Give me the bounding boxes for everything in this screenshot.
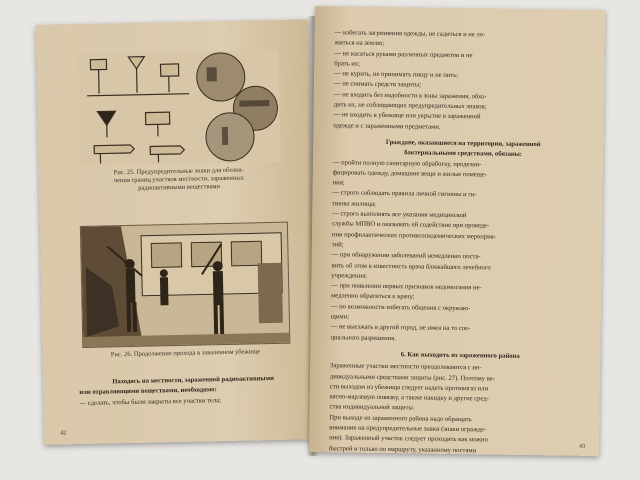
- text-line: ния;: [332, 179, 345, 187]
- caption-line: радиоактивными веществами: [138, 183, 220, 192]
- text-line: ватно-марлевую повязку, а также накидку и другие сред-: [329, 393, 489, 403]
- left-page: [36, 19, 317, 445]
- figure-25-caption: [79, 166, 279, 194]
- figure-25-warning-signs: [78, 50, 280, 166]
- text-line: ства индивидуальной защиты.: [329, 403, 415, 412]
- text-line: — пройти полную санитарную обработку, продезин-: [332, 158, 482, 168]
- text-line: — при появлении первых признаков недомогания не-: [331, 282, 482, 292]
- text-line: житься на землю;: [334, 39, 385, 48]
- text-line: вить об этом в известность врача ближайшего лечебного: [331, 261, 491, 272]
- text-line: — не курить, не принимать пищу и не пить;: [334, 70, 459, 80]
- text-line: или отравляющими веществами, необходимо:: [79, 386, 217, 397]
- text-line: дивидуальными средствами защиты (рис. 27). Поэтому ве-: [329, 372, 495, 383]
- text-line: — не выезжать в другой город, не имея на то спе-: [330, 323, 471, 333]
- text-line: щими;: [330, 313, 349, 321]
- caption-line: чения границ участков местности, зараженных: [113, 174, 245, 185]
- text-line: — строго соблюдать правила личной гигиены и ги-: [332, 189, 477, 199]
- page-number: 43: [578, 443, 586, 450]
- text-line: нии профилактических противоэпидемических мероприя-: [331, 230, 496, 241]
- page-number: 42: [60, 430, 67, 437]
- open-booklet: [22, 6, 622, 458]
- text-line: — не входить в убежище или укрытие в зараженной: [333, 111, 481, 121]
- text-line: — сделать, чтобы были закрыты все участки тела;: [79, 396, 222, 407]
- text-line: — не входить без надобности в зоны заражения, обхо-: [333, 91, 487, 101]
- text-line: При выходе из зараженного района надо обращать: [329, 413, 472, 423]
- text-line: медленно обратиться к врачу;: [331, 292, 415, 301]
- text-line: Находясь на местности, зараженной радиоактивными: [112, 374, 274, 386]
- left-page-text: [73, 373, 314, 409]
- text-line: гиены жилища;: [332, 200, 376, 208]
- section-heading: бактериальными средствами, обязаны:: [404, 149, 523, 159]
- text-line: брать их;: [334, 60, 360, 68]
- right-page-text: [329, 28, 595, 456]
- text-line: дить их, не соблюдающих предупредительных знаков;: [333, 101, 487, 111]
- text-line: циального разрешения.: [330, 333, 396, 342]
- text-line: одежде и с зараженными предметами.: [333, 121, 441, 131]
- text-line: ния). Зараженный участок следует проходить как можно: [329, 434, 488, 444]
- shelter-passage-illustration: [81, 223, 289, 347]
- text-line: — строго выполнять все указания медицинской: [332, 210, 467, 220]
- right-page: [309, 6, 605, 456]
- text-line: — при обнаружении заболеваний немедленно поста-: [331, 251, 481, 261]
- text-line: учреждения;: [331, 272, 368, 280]
- text-line: — не касаться руками различных предметов и не: [334, 49, 473, 59]
- figure-26-shelter-passage: [80, 222, 291, 348]
- text-line: фицировать одежду, домашние вещи и жилые помеще-: [332, 169, 487, 179]
- text-line: сти выходом из убежища следует надеть противогаз или: [329, 383, 489, 393]
- text-line: службы МПВО и оказывать ей содействие при проведе-: [332, 220, 490, 230]
- text-line: — избегать загрязнения одежды, не садиться и не ло-: [334, 29, 486, 39]
- text-line: Зараженные участки местности преодолеваются с ин-: [330, 362, 482, 372]
- text-line: — не снимать средств защиты;: [333, 80, 422, 89]
- text-line: тий;: [331, 241, 344, 249]
- figure-26-caption: Рис. 26. Продолжение прохода в заваленном убежище: [110, 348, 261, 359]
- text-line: быстрей и только по маршруту, указанному постами: [328, 444, 477, 454]
- section-title: 6. Как выходить из зараженного района: [400, 351, 520, 360]
- caption-line: Рис. 25. Предупредительные знаки для обозна-: [113, 166, 244, 177]
- warning-signs-illustration: [78, 50, 280, 166]
- section-heading: Граждане, оказавшиеся на территории, зараженной: [385, 138, 541, 149]
- text-line: внимание на предупредительные знаки (знаки огражде-: [329, 424, 487, 434]
- text-line: — по возможности избегать общения с окружаю-: [330, 302, 471, 312]
